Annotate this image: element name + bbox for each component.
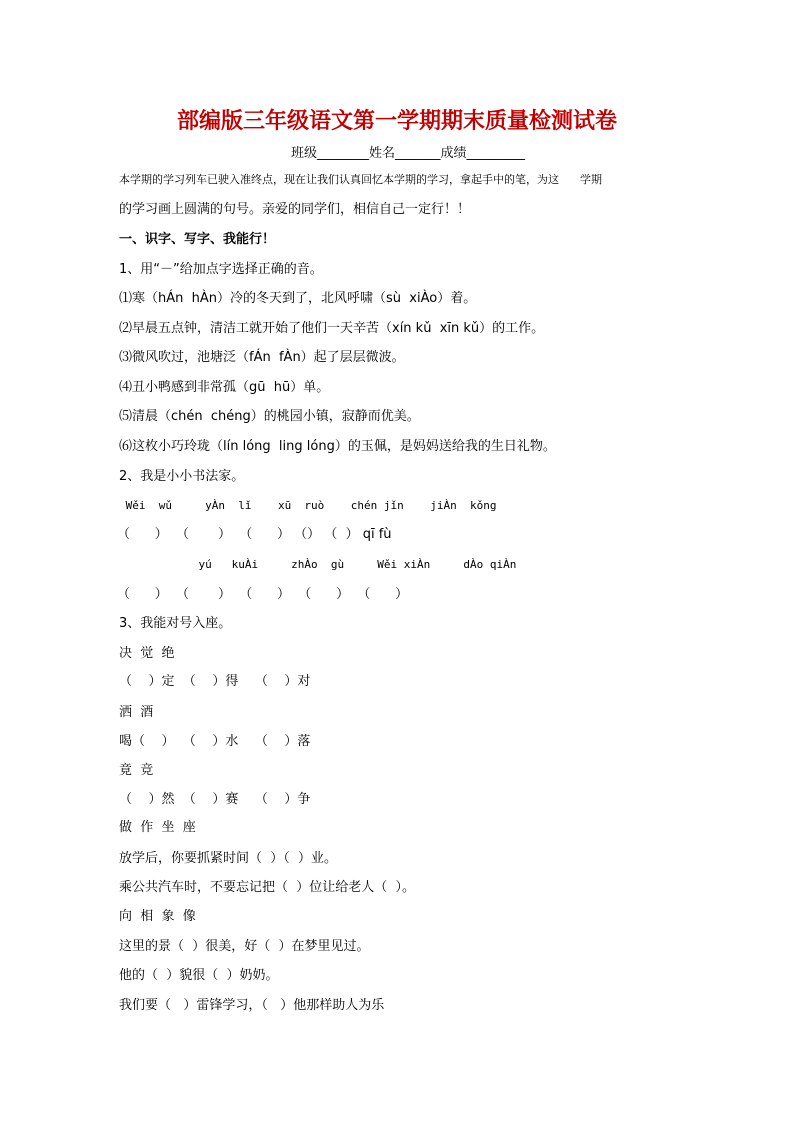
intro-line-1: 本学期的学习列车已驶入准终点，现在让我们认真回忆本学期的学习，拿起手中的笔，为这 学期: [119, 173, 602, 186]
question-1-item-3: ⑶微风吹过，池塘泛（fÁn fÀn）起了层层微波。: [119, 350, 405, 365]
char-group-1-line: （ ）定 （ ）得 （ ）对: [119, 674, 311, 689]
section-heading: 一、识字、写字、我能行！: [119, 232, 276, 247]
char-group-2-line: 喝（ ） （ ）水 （ ）落: [119, 734, 311, 749]
char-group-5: 向 相 象 像: [119, 909, 196, 924]
intro-line-2: 的学习画上圆满的句号。亲爱的同学们，相信自己一定行！！: [119, 202, 471, 217]
char-group-3-line: （ ）然 （ ）赛 （ ）争: [119, 792, 311, 807]
char-group-3: 竟 竞: [119, 763, 154, 778]
pinyin-row-2: yú kuÀi zhÀo gù Wěi xiÀn dÀo qiÀn: [119, 558, 517, 571]
answer-boxes-row-1: （ ） （ ） （ ） （） （ ） qī fù: [117, 527, 392, 542]
question-1-prompt: 1、用“－”给加点字选择正确的音。: [119, 262, 323, 277]
question-1-item-1: ⑴寒（hÁn hÀn）冷的冬天到了，北风呼啸（sù xiÀo）着。: [119, 291, 477, 306]
question-1-item-5: ⑸清晨（chén chéng）的桃园小镇，寂静而优美。: [119, 409, 420, 424]
char-group-5-line-1: 这里的景（ ）很美，好（ ）在梦里见过。: [119, 939, 370, 954]
question-1-item-2: ⑵早晨五点钟，清洁工就开始了他们一天辛苦（xín kǔ xīn kǔ）的工作。: [119, 321, 545, 336]
char-group-5-line-2: 他的（ ）貌很（ ）奶奶。: [119, 968, 279, 983]
char-group-5-line-3: 我们要（ ）雷锋学习，（ ）他那样助人为乐: [119, 998, 385, 1013]
question-2-prompt: 2、我是小小书法家。: [119, 469, 245, 484]
page-title: 部编版三年级语文第一学期期末质量检测试卷: [176, 108, 617, 134]
question-3-prompt: 3、我能对号入座。: [119, 616, 232, 631]
question-1-item-4: ⑷丑小鸭感到非常孤（gū hū）单。: [119, 380, 330, 395]
char-group-4: 做 作 坐 座: [119, 820, 196, 835]
char-group-1: 决 觉 绝: [119, 646, 175, 661]
pinyin-row-1: Wěi wǔ yÀn lǐ xū ruò chén jǐn jiÀn kǒng: [119, 499, 497, 512]
student-info-line: 班级________姓名_______成绩_________: [291, 146, 526, 161]
char-group-4-line-2: 乘公共汽车时，不要忘记把（ ）位让给老人（ ）。: [119, 880, 416, 895]
char-group-2: 洒 酒: [119, 705, 154, 720]
answer-boxes-row-2: （ ） （ ） （ ） （ ） （ ）: [117, 587, 409, 602]
char-group-4-line-1: 放学后，你要抓紧时间（ ）（ ）业。: [119, 851, 338, 866]
question-1-item-6: ⑹这枚小巧玲珑（lín lóng ling lóng）的玉佩，是妈妈送给我的生日礼物。: [119, 439, 556, 454]
